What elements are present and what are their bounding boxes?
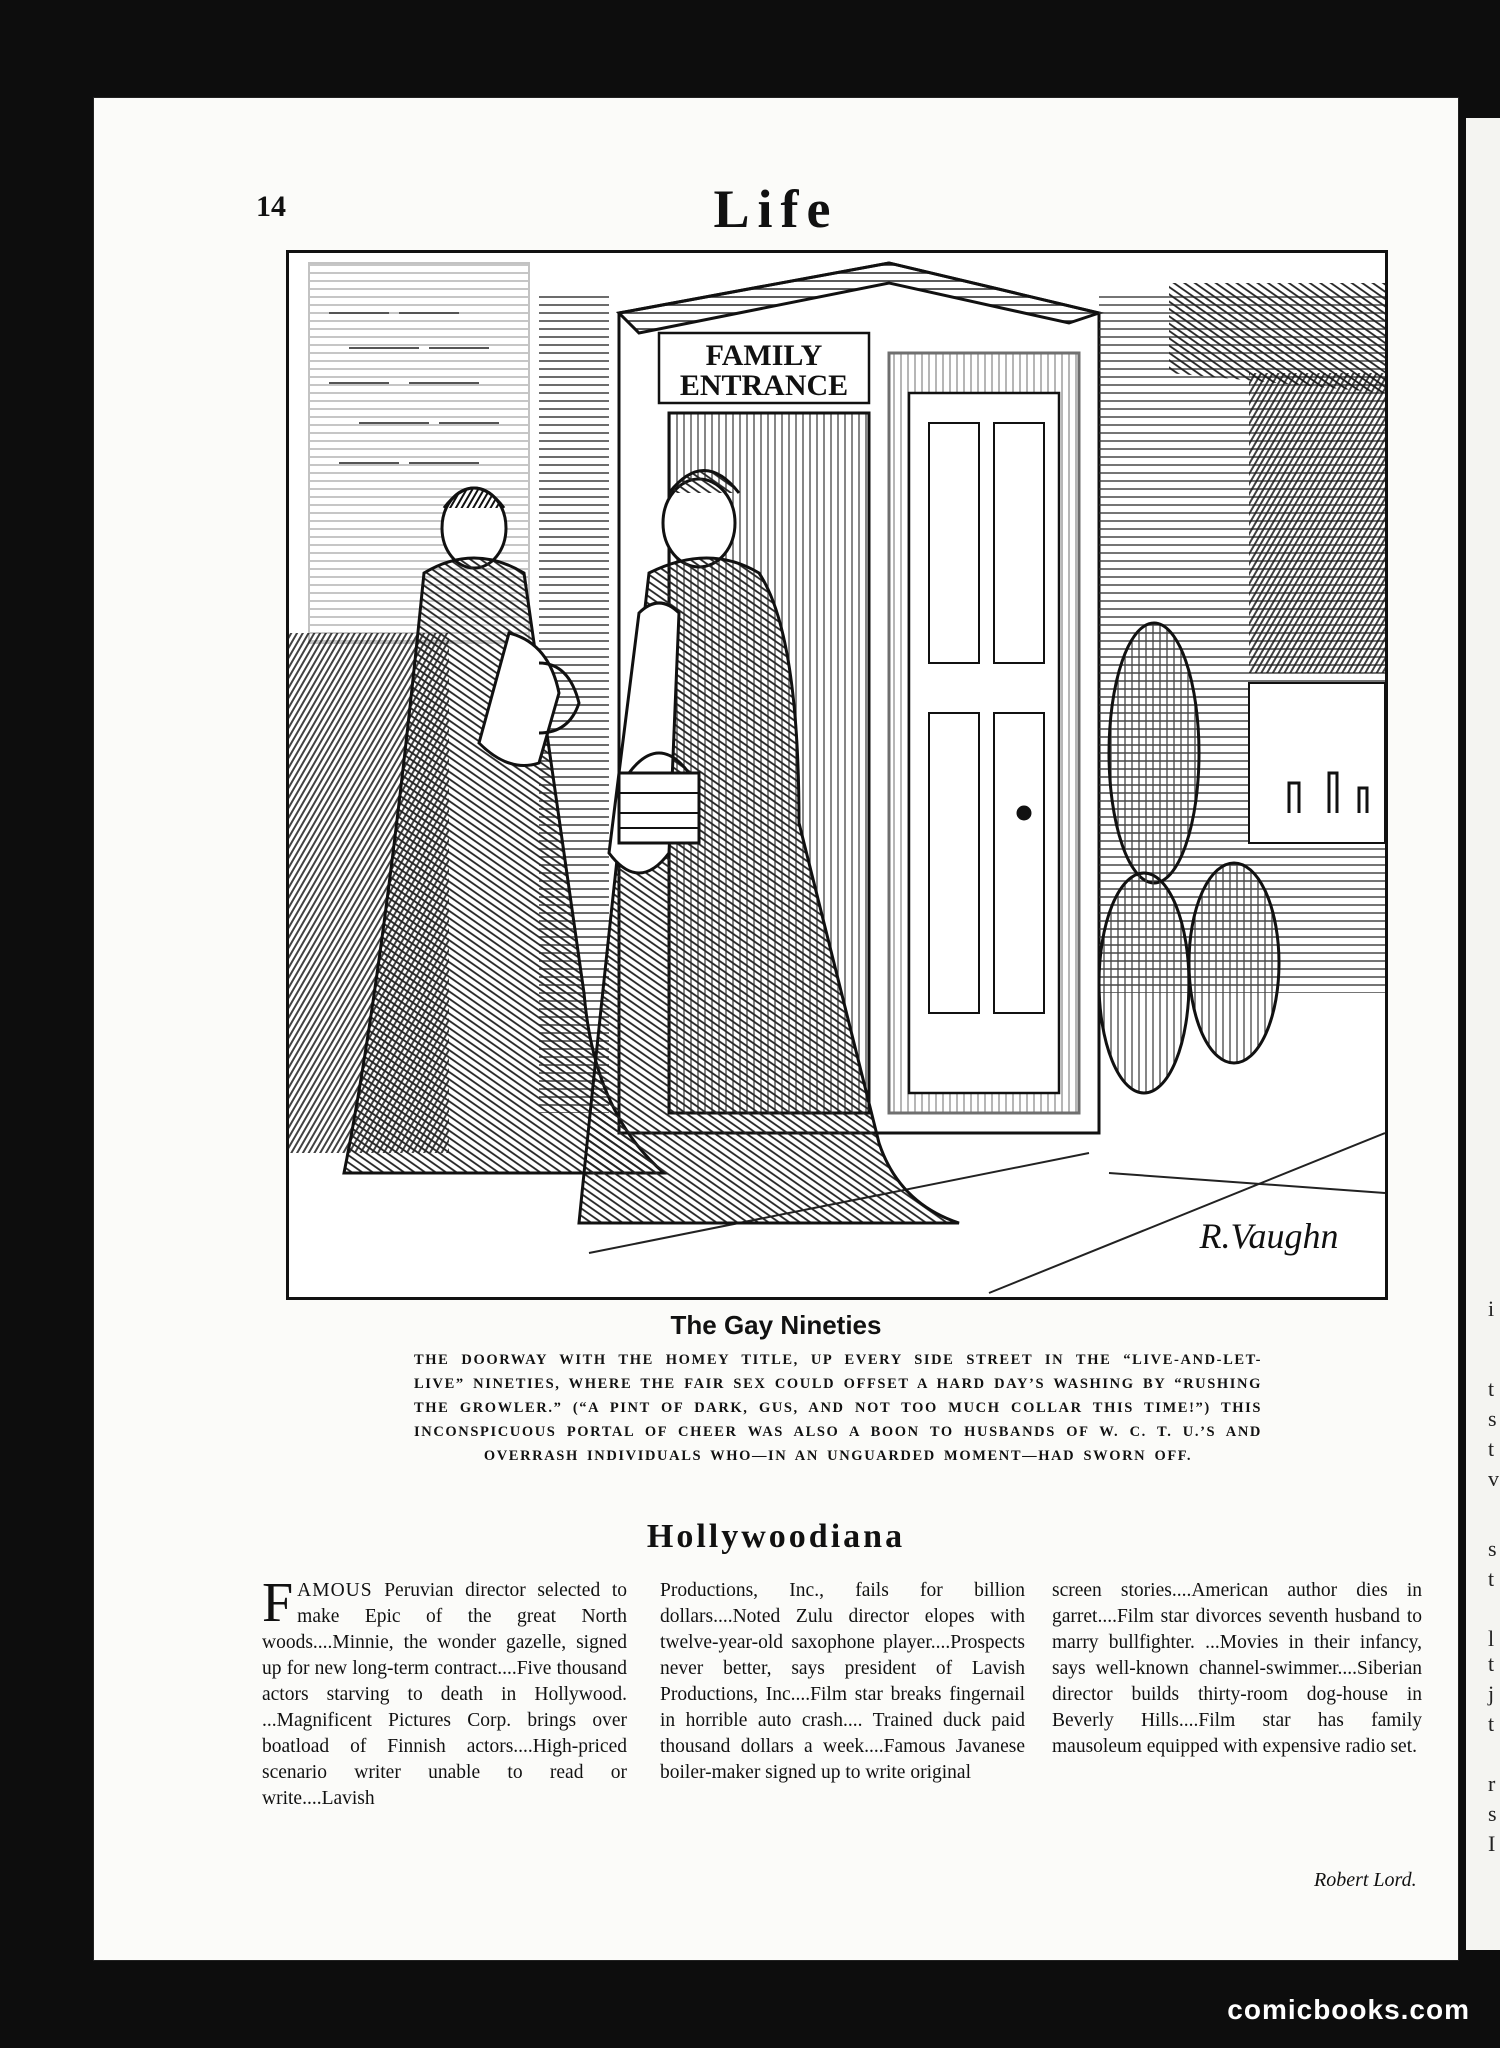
edge-char: t <box>1488 1436 1495 1461</box>
byline: Robert Lord. <box>1314 1869 1417 1891</box>
sign-line-2: ENTRANCE <box>679 369 849 402</box>
edge-char: i <box>1488 1296 1495 1321</box>
edge-char: v <box>1488 1466 1499 1491</box>
article-title: Hollywoodiana <box>646 1518 906 1555</box>
article-column-2: Productions, Inc., fails for billion dollars....Noted Zulu director elopes with twelve-year-old saxophone player....Prospects never better, says president of Lavish Productions, Inc....Film star breaks fingernail in horrible auto crash.... Trained duck paid thousand dollars a week....Famous Javanese boiler-maker signed up to write original <box>660 1580 1025 1783</box>
column-1-text: Peruvian director selected to make Epic of the great North woods....Minnie, the wonder gazelle, signed up for new long-term contract....Five thousand actors starving to death in Hollywood. ...Magnificent Pictures Corp. brings over boatload of Finnish actors....High-priced scenario writer unable to read or write....Lavish <box>262 1580 627 1809</box>
lead-word: AMOUS <box>297 1580 373 1601</box>
sign-line-1: FAMILY <box>705 339 823 372</box>
edge-char: t <box>1488 1711 1495 1736</box>
next-page-edge <box>1466 118 1500 1950</box>
drop-cap: F <box>262 1572 294 1634</box>
edge-char: I <box>1488 1831 1496 1856</box>
article-column-3: screen stories....American author dies in garret....Film star divorces seventh husband to marry bullfighter. ...Movies in their infancy, says well-known channel-swimmer....Siberian director builds thirty-room dog-house in Beverly Hills....Film star has family mausoleum equipped with expensive radio set. <box>1052 1580 1422 1757</box>
edge-char: l <box>1488 1626 1495 1651</box>
edge-char: t <box>1488 1376 1495 1401</box>
cartoon-illustration <box>286 250 1388 1300</box>
edge-char: t <box>1488 1566 1495 1591</box>
edge-char: t <box>1488 1651 1495 1676</box>
masthead: Life <box>713 179 839 239</box>
edge-char: s <box>1488 1801 1497 1826</box>
caption-body: THE DOORWAY WITH THE HOMEY TITLE, UP EVERY SIDE STREET IN THE “LIVE-AND-LET-LIVE” NINETIES, WHERE THE FAIR SEX COULD OFFSET A HARD DAY’S WASHING BY “RUSHING THE GROWLER.” (“A PINT OF DARK, GUS, AND NOT TOO MUCH COLLAR THIS TIME!”) THIS INCONSPICUOUS PORTAL OF CHEER WAS ALSO A BOON TO HUSBANDS OF W. C. T. U.’S AND OVERRASH INDIVIDUALS WHO—IN AN UNGUARDED MOMENT—HAD SWORN OFF. <box>414 1352 1262 1464</box>
edge-char: s <box>1488 1536 1497 1561</box>
edge-char: r <box>1488 1771 1496 1796</box>
cartoon-drawing <box>289 253 1385 1297</box>
watermark: comicbooks.com <box>1227 1994 1470 2025</box>
page-number: 14 <box>256 190 286 223</box>
magazine-page <box>94 98 1458 1960</box>
article-column-1 <box>262 1572 627 1812</box>
edge-char: j <box>1488 1681 1495 1706</box>
edge-char: s <box>1488 1406 1497 1431</box>
artist-signature: R.Vaughn <box>1199 1216 1339 1256</box>
caption-title: The Gay Nineties <box>670 1310 882 1340</box>
